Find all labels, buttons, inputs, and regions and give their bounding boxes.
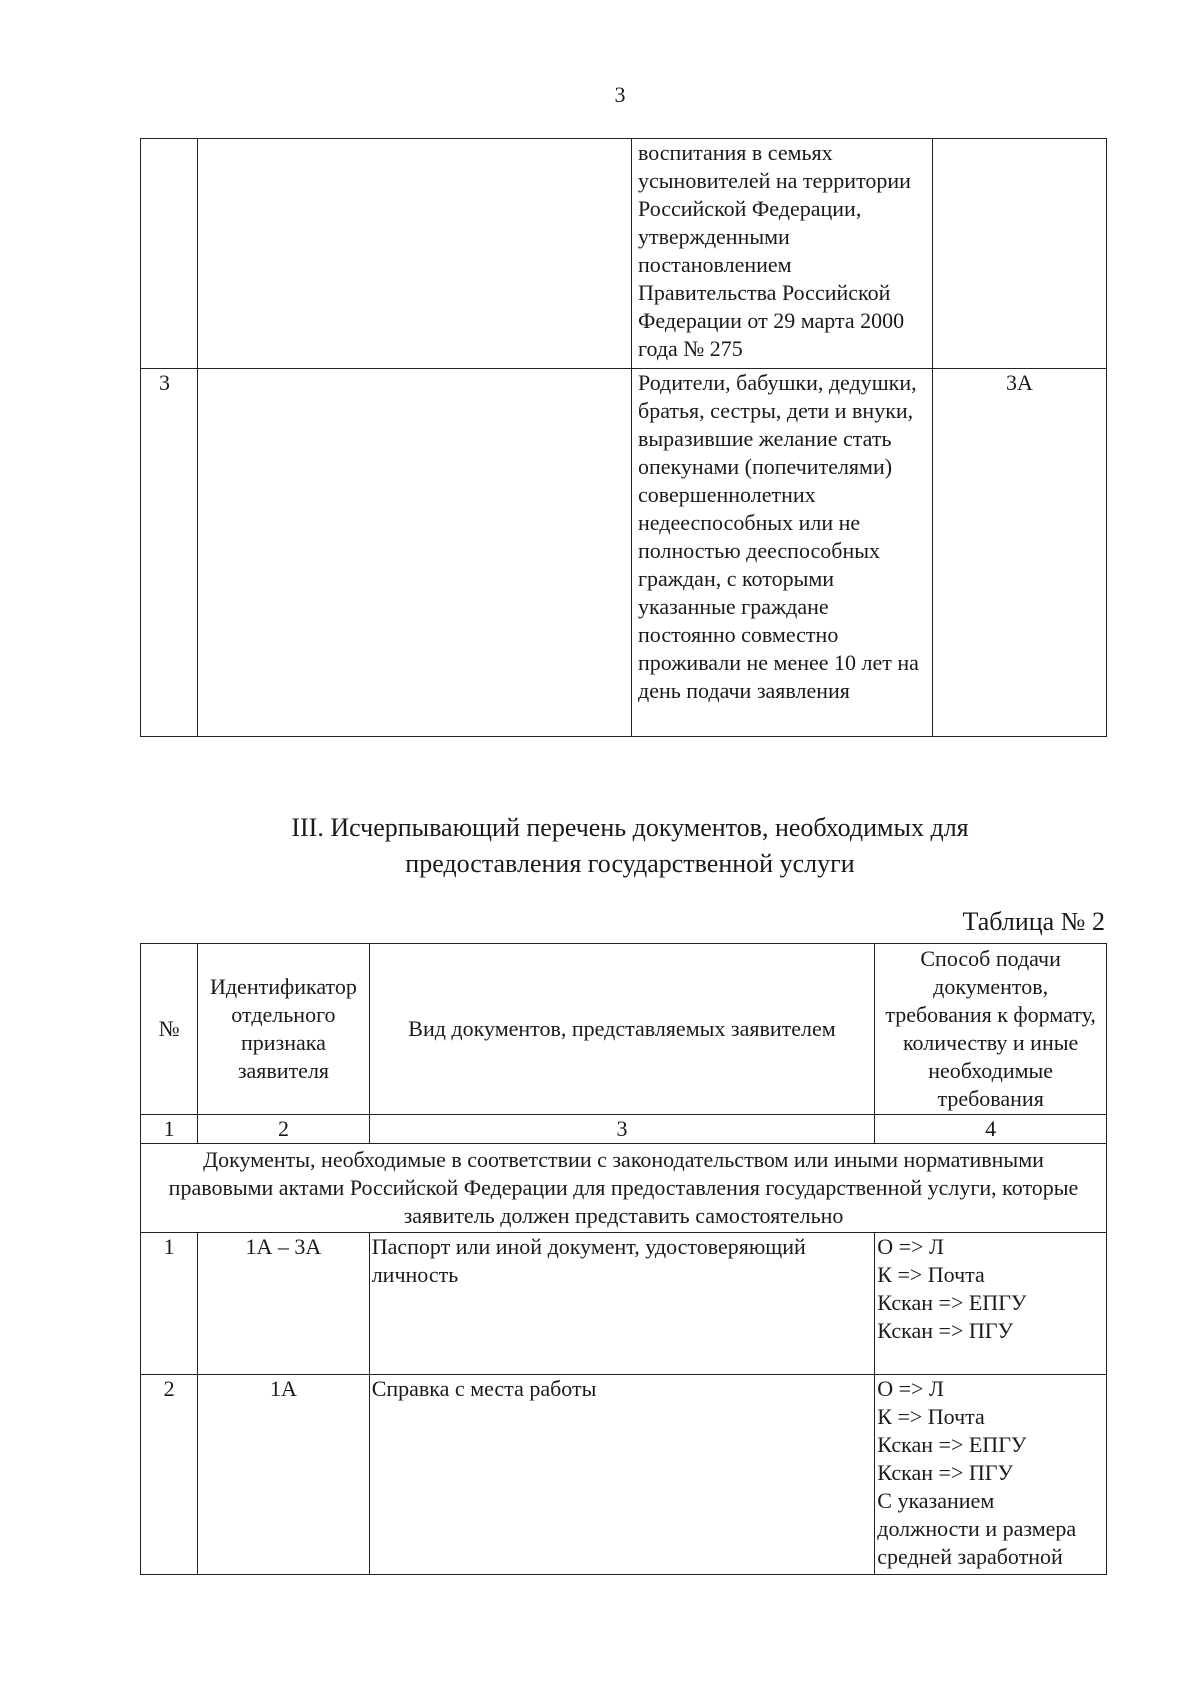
- submission-method-line: Кскан => ПГУ: [877, 1318, 1014, 1343]
- empty-cell: [198, 139, 632, 369]
- submission-method-line: К => Почта: [877, 1262, 985, 1287]
- submission-method-line: О => Л: [877, 1376, 944, 1401]
- empty-cell: [198, 369, 632, 737]
- document-type-cell: Справка с места работы: [369, 1375, 875, 1575]
- table-row: [141, 1375, 1107, 1575]
- documents-table: [140, 943, 1107, 1575]
- table-header-row: [141, 944, 1107, 1115]
- header-number: №: [141, 944, 198, 1115]
- identifier-cell: [933, 139, 1107, 369]
- section-heading-line-2: предоставления государственной услуги: [405, 849, 855, 878]
- submission-method-line: Кскан => ЕПГУ: [877, 1432, 1027, 1457]
- row-number-cell: [141, 139, 198, 369]
- column-number: 2: [198, 1115, 370, 1144]
- group-heading: Документы, необходимые в соответствии с законодательством или иными нормативными правовыми актами Российской Федерации для предоставления государственной услуги, которые заявитель должен представить самостоятельно: [141, 1144, 1107, 1233]
- row-number-cell: 2: [141, 1375, 198, 1575]
- submission-method-line: Кскан => ПГУ: [877, 1460, 1014, 1485]
- row-number-cell: 1: [141, 1233, 198, 1375]
- section-heading-line-1: III. Исчерпывающий перечень документов, необходимых для: [291, 813, 969, 842]
- submission-method-line: О => Л: [877, 1234, 944, 1259]
- section-heading: [180, 810, 1080, 882]
- column-number: 1: [141, 1115, 198, 1144]
- category-description-cell: воспитания в семьях усыновителей на территории Российской Федерации, утвержденными постановлением Правительства Российской Федерации от 29 марта 2000 года № 275: [632, 139, 933, 369]
- table-row: [141, 1233, 1107, 1375]
- submission-method-line: К => Почта: [877, 1404, 985, 1429]
- table-row: [141, 139, 1107, 369]
- header-submission-method: Способ подачи документов, требования к формату, количеству и иные необходимые требования: [875, 944, 1107, 1115]
- column-number: 3: [369, 1115, 875, 1144]
- table-caption: Таблица № 2: [962, 907, 1105, 936]
- document-type-cell: Паспорт или иной документ, удостоверяющий личность: [369, 1233, 875, 1375]
- category-description-cell: Родители, бабушки, дедушки, братья, сестры, дети и внуки, выразившие желание стать опекунами (попечителями) совершеннолетних недееспособных или не полностью дееспособных граждан, с которыми указанные граждане постоянно совместно проживали не менее 10 лет на день подачи заявления: [632, 369, 933, 737]
- applicant-categories-table-continuation: [140, 138, 1107, 737]
- identifier-cell: 1А: [198, 1375, 370, 1575]
- header-document-type: Вид документов, представляемых заявителем: [369, 944, 875, 1115]
- identifier-cell: 1А – 3А: [198, 1233, 370, 1375]
- submission-method-cell: [875, 1375, 1107, 1575]
- submission-method-line: С указанием должности и размера средней заработной: [877, 1488, 1077, 1569]
- page-number: 3: [614, 82, 626, 107]
- row-number-cell: 3: [141, 369, 198, 737]
- group-heading-row: [141, 1144, 1107, 1233]
- identifier-cell: 3А: [933, 369, 1107, 737]
- header-identifier: Идентификатор отдельного признака заявителя: [198, 944, 370, 1115]
- submission-method-cell: [875, 1233, 1107, 1375]
- table-row: [141, 369, 1107, 737]
- column-number-row: [141, 1115, 1107, 1144]
- column-number: 4: [875, 1115, 1107, 1144]
- submission-method-line: Кскан => ЕПГУ: [877, 1290, 1027, 1315]
